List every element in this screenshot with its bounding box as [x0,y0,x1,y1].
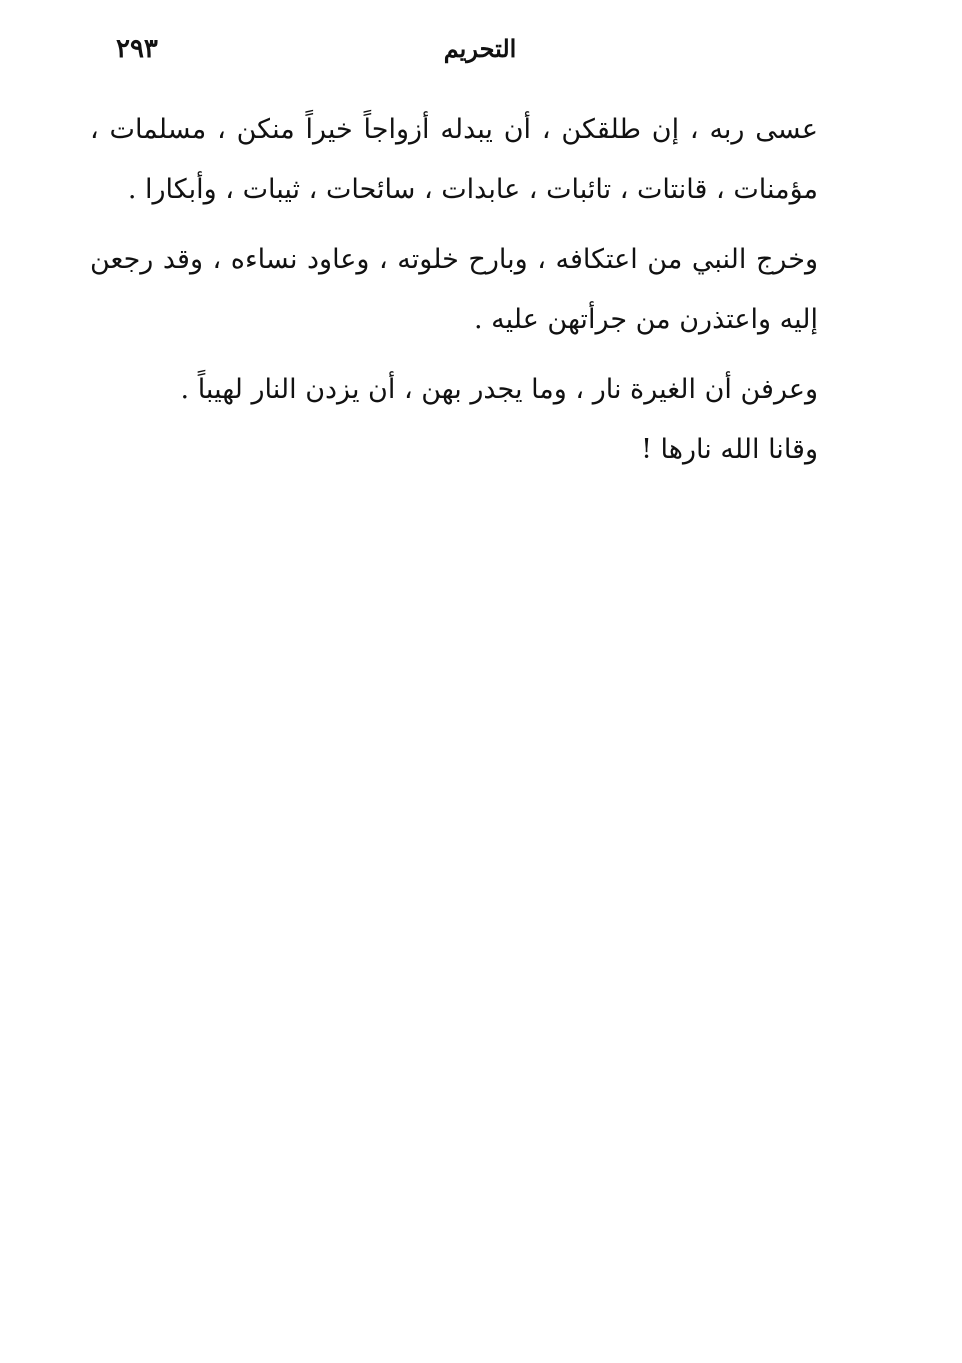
paragraph-2: وخرج النبي من اعتكافه ، وبارح خلوته ، وعاود نساءه ، وقد رجعن إليه واعتذرن من جرأتهن عليه . [90,244,818,335]
paragraph-4: وقانا الله نارها ! [641,434,818,465]
paragraph-3: وعرفن أن الغيرة نار ، وما يجدر بهن ، أن يزدن النار لهيباً . [180,374,818,405]
page-number: ٢٩٣ [116,34,158,64]
paragraph-1: عسى ربه ، إن طلقكن ، أن يبدله أزواجاً خيراً منكن ، مسلمات ، مؤمنات ، قانتات ، تائبات ، عابدات ، سائحات ، ثيبات ، وأبكارا . [90,114,818,205]
running-title: التحريم [443,34,517,63]
page-body [90,100,870,480]
page-header [80,30,880,74]
